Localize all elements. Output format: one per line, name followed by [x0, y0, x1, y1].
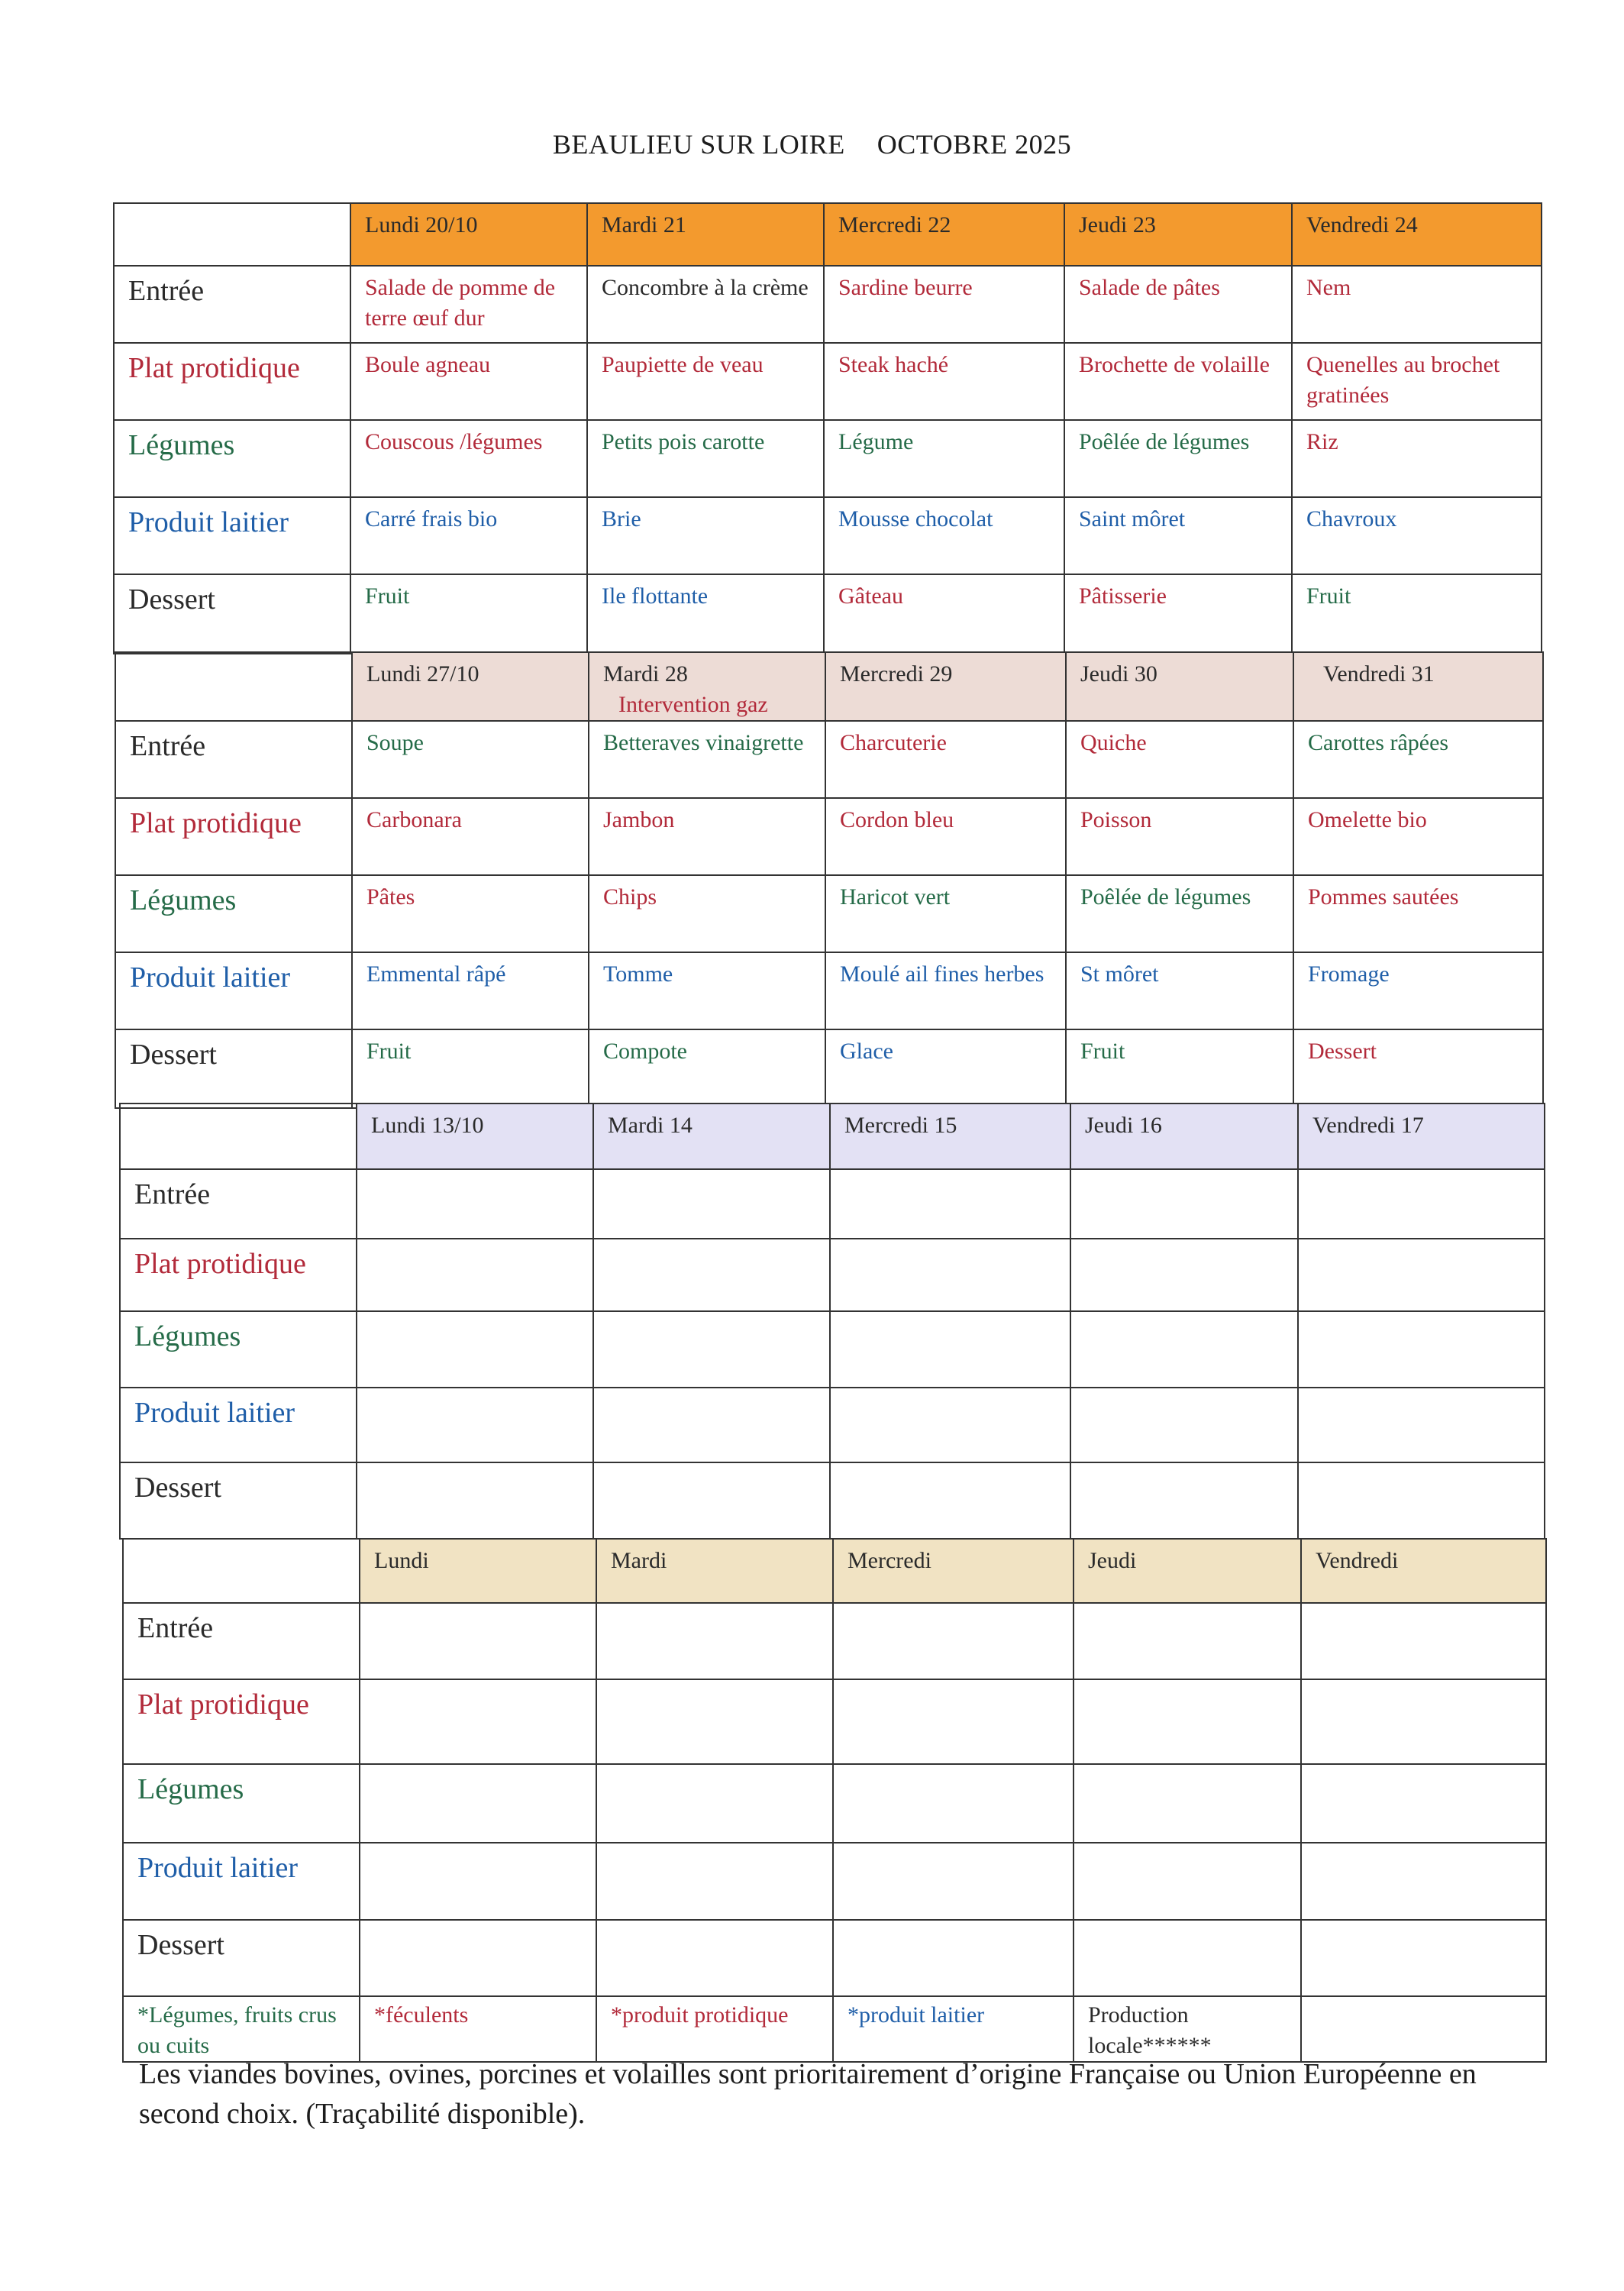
- traceability-note: Les viandes bovines, ovines, porcines et volailles sont prioritairement d’origine Française ou Union Européenne en second choix. (Traçabilité disponible).: [139, 2058, 1477, 2130]
- menu-cell: [830, 1169, 1070, 1239]
- menu-cell: Brochette de volaille: [1064, 343, 1292, 420]
- menu-cell: Poêlée de légumes: [1064, 420, 1292, 497]
- menu-cell: [830, 1388, 1070, 1462]
- row-label-dessert: Dessert: [120, 1462, 357, 1539]
- menu-cell: Pâtisserie: [1064, 574, 1292, 654]
- menu-cell: Légume: [824, 420, 1064, 497]
- day-header: Jeudi 23: [1064, 203, 1292, 266]
- menu-cell: Riz: [1292, 420, 1542, 497]
- day-header: Vendredi: [1301, 1539, 1546, 1603]
- menu-cell: [1070, 1388, 1298, 1462]
- menu-cell: Carottes râpées: [1293, 721, 1543, 798]
- corner-cell: [114, 203, 350, 266]
- title-month: OCTOBRE 2025: [877, 129, 1072, 160]
- row-label-laitier: Produit laitier: [120, 1388, 357, 1462]
- menu-cell: [1070, 1462, 1298, 1539]
- row-label-legumes: Légumes: [115, 875, 352, 952]
- row-dessert: [115, 1029, 1543, 1108]
- menu-cell: Moulé ail fines herbes: [825, 952, 1066, 1029]
- row-label-entree: Entrée: [123, 1603, 360, 1679]
- row-entree: [115, 721, 1543, 798]
- day-header: Vendredi 31: [1293, 652, 1543, 721]
- day-header: Mardi 14: [593, 1103, 830, 1169]
- corner-cell: [115, 652, 352, 721]
- week-header-row: [123, 1539, 1546, 1603]
- menu-cell: Nem: [1292, 266, 1542, 343]
- menu-cell: Pâtes: [352, 875, 589, 952]
- menu-cell: Haricot vert: [825, 875, 1066, 952]
- day-header: [589, 652, 825, 721]
- menu-cell: Soupe: [352, 721, 589, 798]
- day-note: Intervention gaz: [618, 692, 768, 717]
- week-header-row: [120, 1103, 1545, 1169]
- row-dessert: [123, 1920, 1546, 1996]
- menu-cell: [593, 1169, 830, 1239]
- week-header-row: [114, 203, 1542, 266]
- day-header: Mardi: [596, 1539, 833, 1603]
- menu-cell: [357, 1239, 593, 1311]
- menu-cell: Fruit: [1292, 574, 1542, 654]
- menu-cell: Ile flottante: [587, 574, 824, 654]
- legend-legumes: *Légumes, fruits crus ou cuits: [123, 1996, 360, 2062]
- menu-cell: Gâteau: [824, 574, 1064, 654]
- row-label-legumes: Légumes: [120, 1311, 357, 1388]
- menu-cell: Fruit: [1066, 1029, 1293, 1108]
- menu-cell: [833, 1679, 1074, 1764]
- row-label-dessert: Dessert: [114, 574, 350, 654]
- day-header: Mercredi 22: [824, 203, 1064, 266]
- menu-cell: [1301, 1843, 1546, 1920]
- menu-cell: [833, 1764, 1074, 1843]
- menu-cell: [596, 1920, 833, 1996]
- row-legumes: [114, 420, 1542, 497]
- menu-cell: [357, 1388, 593, 1462]
- menu-cell: Dessert: [1293, 1029, 1543, 1108]
- menu-cell: Charcuterie: [825, 721, 1066, 798]
- menu-cell: [596, 1679, 833, 1764]
- day-header-label: Mardi 28: [603, 661, 688, 687]
- menu-cell: [1070, 1311, 1298, 1388]
- menu-cell: [1298, 1169, 1545, 1239]
- menu-cell: Emmental râpé: [352, 952, 589, 1029]
- menu-cell: [1074, 1764, 1301, 1843]
- legend-feculents: *féculents: [360, 1996, 596, 2062]
- day-header: Vendredi 17: [1298, 1103, 1545, 1169]
- menu-cell: Tomme: [589, 952, 825, 1029]
- row-plat: [123, 1679, 1546, 1764]
- menu-cell: [596, 1603, 833, 1679]
- menu-cell: Omelette bio: [1293, 798, 1543, 875]
- menu-cell: Carré frais bio: [350, 497, 587, 574]
- menu-cell: [1070, 1169, 1298, 1239]
- menu-cell: [830, 1462, 1070, 1539]
- menu-cell: Sardine beurre: [824, 266, 1064, 343]
- menu-cell: [357, 1169, 593, 1239]
- menu-cell: [1301, 1764, 1546, 1843]
- row-dessert: [120, 1462, 1545, 1539]
- menu-cell: [357, 1462, 593, 1539]
- day-header: Mercredi 15: [830, 1103, 1070, 1169]
- menu-cell: [360, 1920, 596, 1996]
- menu-table-week-4: [122, 1538, 1547, 2063]
- menu-table-week-3: [119, 1103, 1545, 1540]
- row-label-dessert: Dessert: [123, 1920, 360, 1996]
- menu-cell: Quiche: [1066, 721, 1293, 798]
- menu-cell: [1301, 1679, 1546, 1764]
- menu-cell: [1298, 1311, 1545, 1388]
- row-label-plat: Plat protidique: [115, 798, 352, 875]
- row-label-entree: Entrée: [114, 266, 350, 343]
- menu-cell: Compote: [589, 1029, 825, 1108]
- menu-cell: [596, 1843, 833, 1920]
- row-label-entree: Entrée: [115, 721, 352, 798]
- menu-cell: Poisson: [1066, 798, 1293, 875]
- day-header: Lundi: [360, 1539, 596, 1603]
- menu-cell: Pommes sautées: [1293, 875, 1543, 952]
- row-label-legumes: Légumes: [114, 420, 350, 497]
- menu-cell: [1298, 1388, 1545, 1462]
- menu-cell: [360, 1679, 596, 1764]
- row-label-dessert: Dessert: [115, 1029, 352, 1108]
- day-header: Mercredi 29: [825, 652, 1066, 721]
- day-header: Lundi 20/10: [350, 203, 587, 266]
- menu-cell: Paupiette de veau: [587, 343, 824, 420]
- menu-cell: [830, 1311, 1070, 1388]
- day-header: Jeudi 16: [1070, 1103, 1298, 1169]
- legend-row: [123, 1996, 1546, 2062]
- row-label-laitier: Produit laitier: [123, 1843, 360, 1920]
- row-label-plat: Plat protidique: [123, 1679, 360, 1764]
- menu-cell: [1298, 1239, 1545, 1311]
- row-entree: [123, 1603, 1546, 1679]
- row-laitier: [114, 497, 1542, 574]
- menu-cell: Boule agneau: [350, 343, 587, 420]
- menu-cell: [833, 1603, 1074, 1679]
- day-header: Lundi 27/10: [352, 652, 589, 721]
- menu-cell: Quenelles au brochet gratinées: [1292, 343, 1542, 420]
- menu-cell: [1074, 1679, 1301, 1764]
- menu-cell: [833, 1843, 1074, 1920]
- menu-cell: Poêlée de légumes: [1066, 875, 1293, 952]
- menu-cell: Concombre à la crème: [587, 266, 824, 343]
- menu-cell: [1301, 1920, 1546, 1996]
- legend-protidique: *produit protidique: [596, 1996, 833, 2062]
- menu-cell: Steak haché: [824, 343, 1064, 420]
- menu-cell: Chavroux: [1292, 497, 1542, 574]
- menu-cell: [593, 1311, 830, 1388]
- menu-cell: [1070, 1239, 1298, 1311]
- menu-cell: Mousse chocolat: [824, 497, 1064, 574]
- row-label-entree: Entrée: [120, 1169, 357, 1239]
- menu-cell: Fruit: [350, 574, 587, 654]
- day-header: Vendredi 24: [1292, 203, 1542, 266]
- row-legumes: [123, 1764, 1546, 1843]
- corner-cell: [120, 1103, 357, 1169]
- menu-cell: [1074, 1603, 1301, 1679]
- row-label-laitier: Produit laitier: [115, 952, 352, 1029]
- page-title: [0, 128, 1624, 160]
- menu-cell: Jambon: [589, 798, 825, 875]
- menu-cell: Carbonara: [352, 798, 589, 875]
- week-header-row: [115, 652, 1543, 721]
- menu-cell: Fruit: [352, 1029, 589, 1108]
- row-legumes: [115, 875, 1543, 952]
- day-header: Mardi 21: [587, 203, 824, 266]
- menu-cell: [1301, 1603, 1546, 1679]
- corner-cell: [123, 1539, 360, 1603]
- menu-cell: [830, 1239, 1070, 1311]
- menu-cell: [360, 1603, 596, 1679]
- title-place: BEAULIEU SUR LOIRE: [552, 129, 845, 160]
- menu-cell: Chips: [589, 875, 825, 952]
- row-laitier: [115, 952, 1543, 1029]
- legend-empty: [1301, 1996, 1546, 2062]
- legend-production-locale: Production locale******: [1074, 1996, 1301, 2062]
- menu-table-week-2: [115, 651, 1544, 1109]
- day-header: Lundi 13/10: [357, 1103, 593, 1169]
- row-laitier: [120, 1388, 1545, 1462]
- day-header: Jeudi: [1074, 1539, 1301, 1603]
- row-dessert: [114, 574, 1542, 654]
- menu-cell: Fromage: [1293, 952, 1543, 1029]
- row-label-plat: Plat protidique: [120, 1239, 357, 1311]
- menu-cell: Brie: [587, 497, 824, 574]
- row-label-plat: Plat protidique: [114, 343, 350, 420]
- menu-cell: [596, 1764, 833, 1843]
- menu-cell: [833, 1920, 1074, 1996]
- menu-cell: [1298, 1462, 1545, 1539]
- day-header: Jeudi 30: [1066, 652, 1293, 721]
- row-plat: [114, 343, 1542, 420]
- menu-cell: Glace: [825, 1029, 1066, 1108]
- menu-cell: Salade de pâtes: [1064, 266, 1292, 343]
- menu-cell: Petits pois carotte: [587, 420, 824, 497]
- row-legumes: [120, 1311, 1545, 1388]
- menu-cell: Couscous /légumes: [350, 420, 587, 497]
- legend-laitier: *produit laitier: [833, 1996, 1074, 2062]
- menu-cell: [1074, 1843, 1301, 1920]
- menu-cell: [357, 1311, 593, 1388]
- menu-cell: Saint môret: [1064, 497, 1292, 574]
- row-entree: [114, 266, 1542, 343]
- row-label-laitier: Produit laitier: [114, 497, 350, 574]
- menu-cell: Cordon bleu: [825, 798, 1066, 875]
- menu-cell: Betteraves vinaigrette: [589, 721, 825, 798]
- menu-cell: [593, 1388, 830, 1462]
- menu-cell: [593, 1239, 830, 1311]
- day-header: Mercredi: [833, 1539, 1074, 1603]
- row-entree: [120, 1169, 1545, 1239]
- menu-cell: [360, 1764, 596, 1843]
- menu-table-week-1: [113, 202, 1542, 654]
- menu-cell: Salade de pomme de terre œuf dur: [350, 266, 587, 343]
- row-laitier: [123, 1843, 1546, 1920]
- row-plat: [120, 1239, 1545, 1311]
- row-label-legumes: Légumes: [123, 1764, 360, 1843]
- menu-cell: St môret: [1066, 952, 1293, 1029]
- menu-cell: [593, 1462, 830, 1539]
- menu-cell: [360, 1843, 596, 1920]
- menu-cell: [1074, 1920, 1301, 1996]
- row-plat: [115, 798, 1543, 875]
